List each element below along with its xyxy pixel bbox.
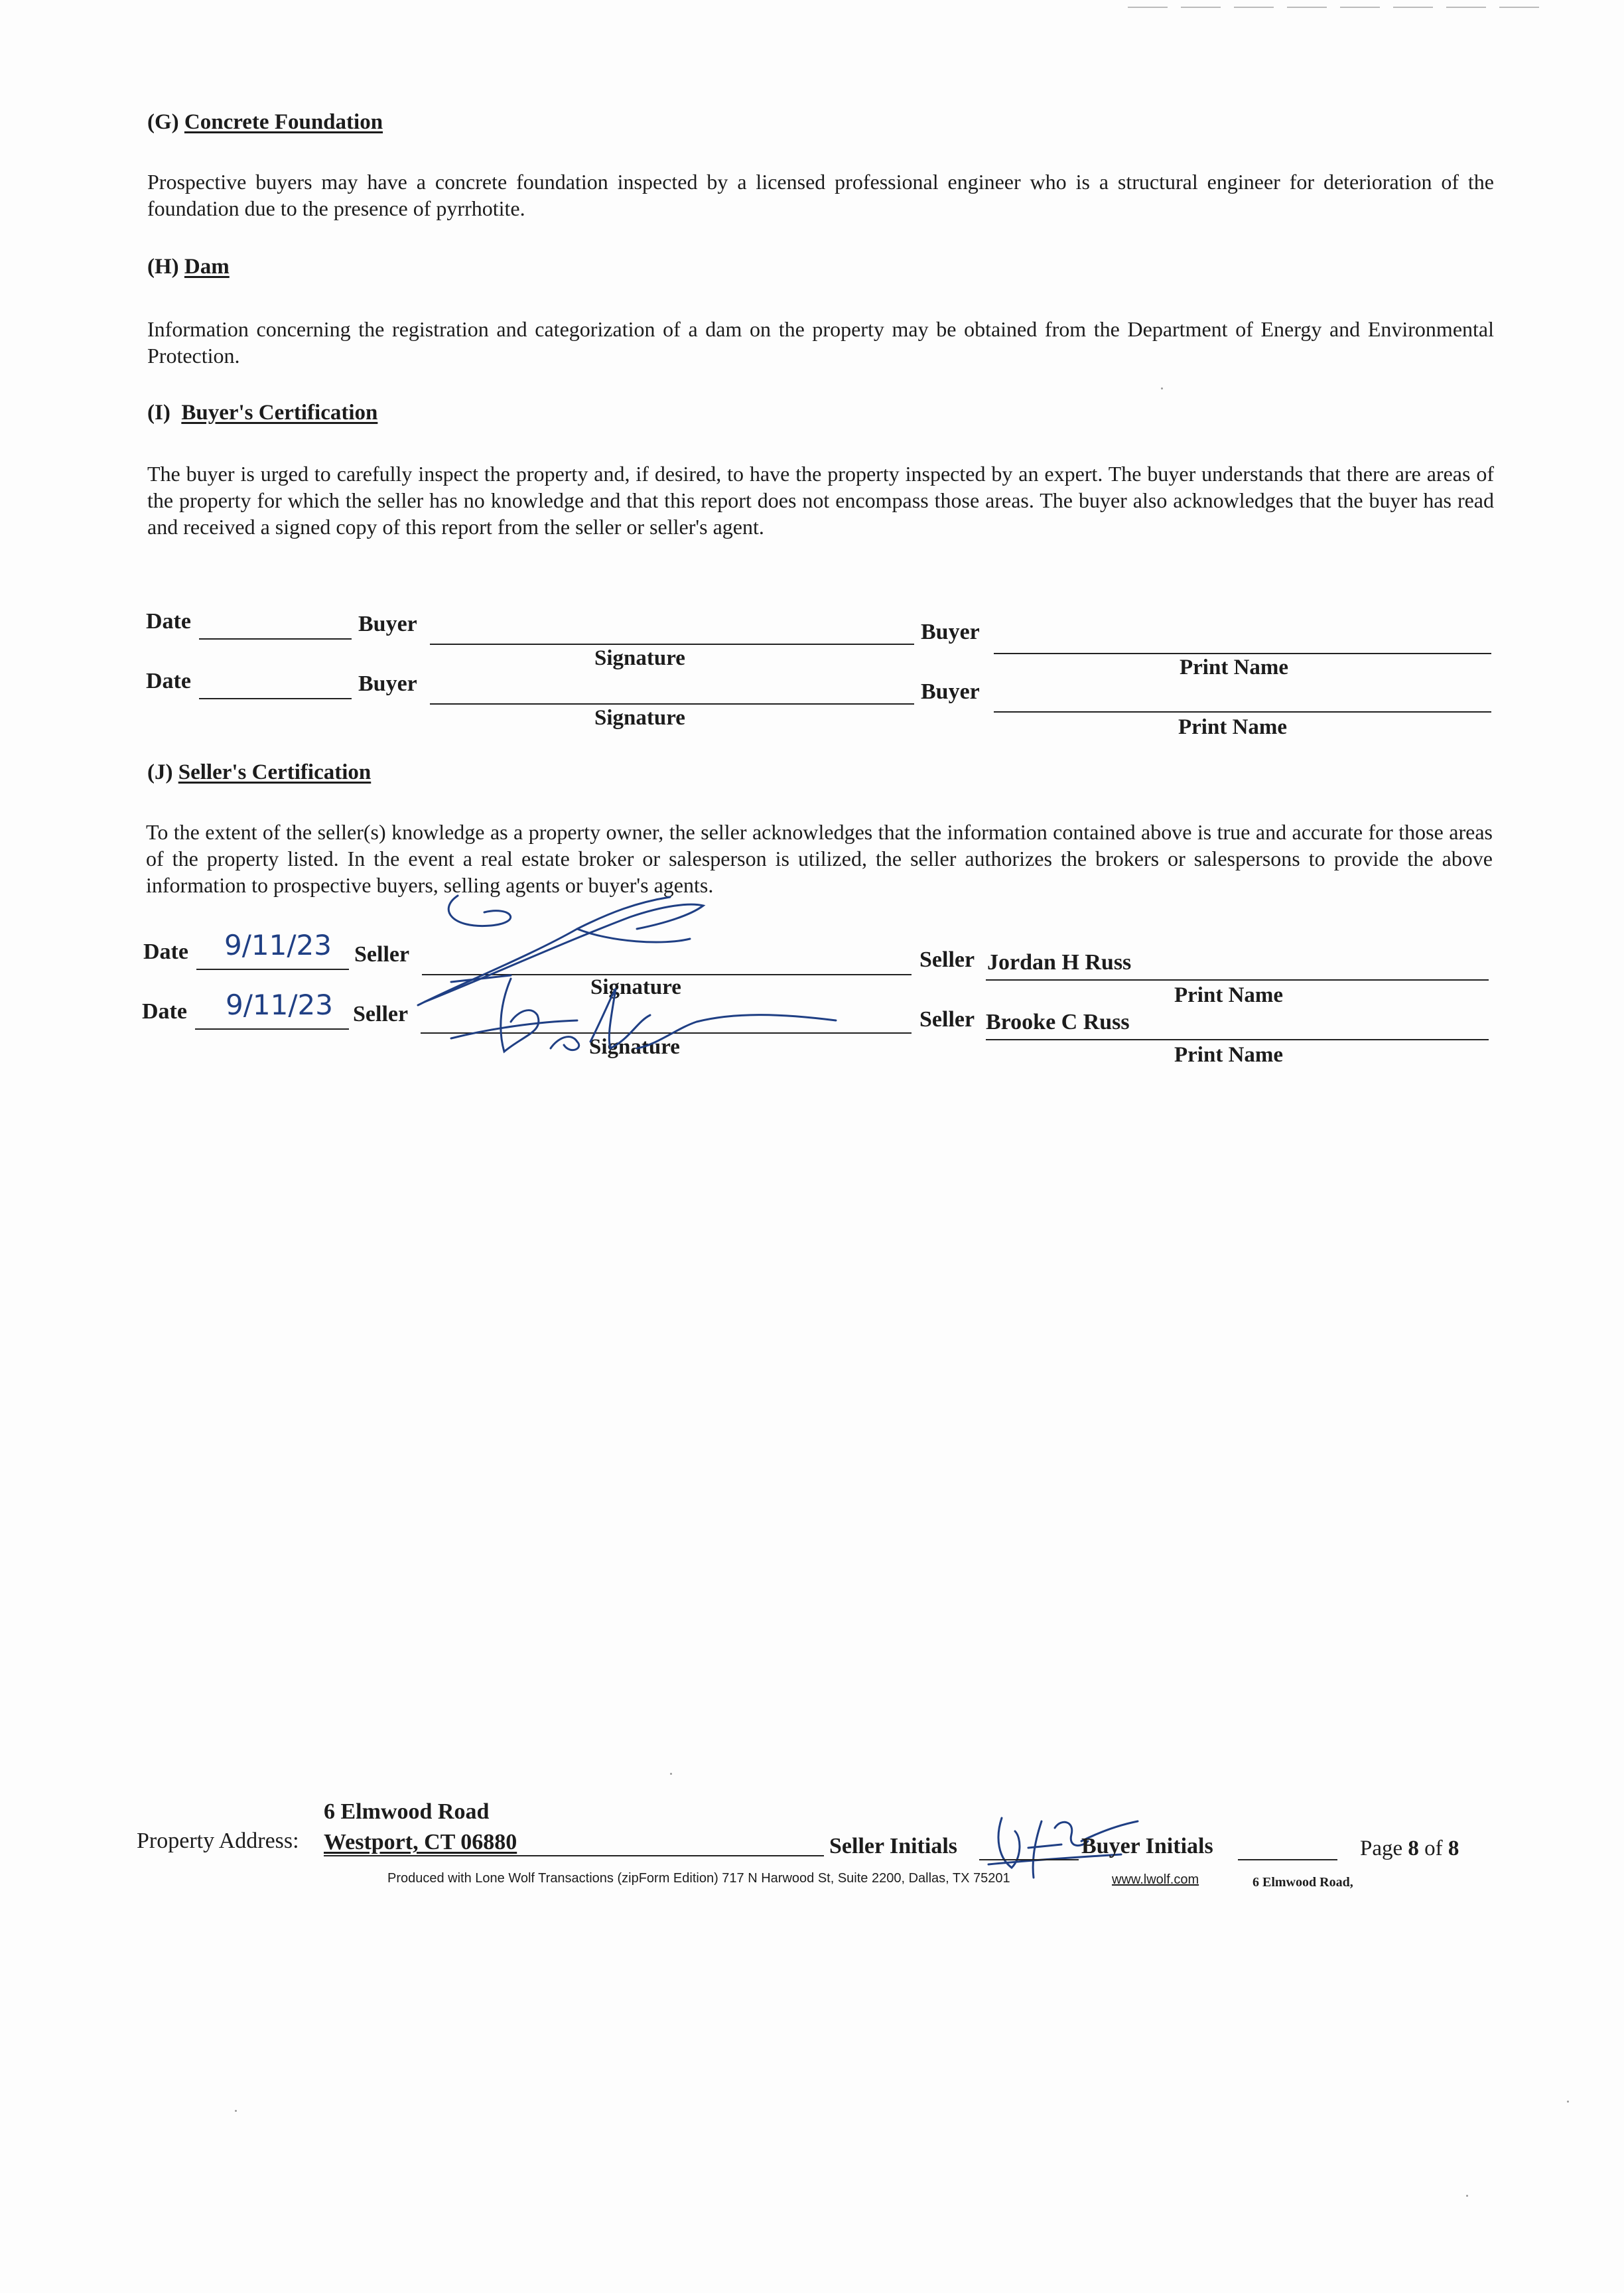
scan-speck — [670, 1773, 672, 1775]
buyer-row-1-print-label: Print Name — [1180, 656, 1289, 679]
scan-speck — [235, 2110, 237, 2112]
section-h-letter: (H) — [147, 255, 179, 279]
section-h-title: Dam — [184, 255, 230, 279]
footer-address-label: Property Address: — [137, 1829, 299, 1853]
buyer-row-1-date-label: Date — [146, 609, 191, 634]
buyer-row-2-print-line[interactable] — [994, 711, 1491, 713]
seller-row-2-signature-label: Signature — [589, 1035, 680, 1059]
section-g-text: Prospective buyers may have a concrete foundation inspected by a licensed professional engineer who is a structural engineer for deterioration of the foundation due to the presence of pyrrhotite. — [147, 170, 1494, 220]
buyer-row-1-signature-line[interactable] — [430, 644, 914, 645]
seller-row-2-date-line[interactable] — [195, 1028, 349, 1030]
seller-2-signature-icon — [438, 975, 862, 1062]
seller-row-1-print-line[interactable] — [986, 979, 1489, 981]
seller-row-2-date-value: 9/11/23 — [226, 989, 333, 1021]
scan-speck — [1161, 387, 1163, 389]
footer-page-num: 8 — [1408, 1837, 1419, 1860]
footer-seller-initials-line[interactable] — [979, 1859, 1079, 1860]
seller-row-2-print-line[interactable] — [986, 1039, 1489, 1040]
footer-seller-initials-label: Seller Initials — [829, 1834, 957, 1858]
footer-buyer-initials-label: Buyer Initials — [1081, 1834, 1213, 1858]
buyer-row-2-signature-line[interactable] — [430, 703, 914, 705]
scan-speck — [1567, 2101, 1569, 2103]
buyer-row-2-buyer2-label: Buyer — [921, 679, 980, 704]
section-g-heading — [147, 110, 383, 135]
buyer-row-2-date-label: Date — [146, 669, 191, 693]
footer-page-prefix: Page — [1360, 1837, 1403, 1860]
footer-buyer-initials-line[interactable] — [1238, 1859, 1337, 1860]
footer-address-line2: Westport, CT 06880 — [324, 1830, 517, 1854]
footer-page-of: of — [1424, 1837, 1443, 1860]
seller-row-2-print-label: Print Name — [1174, 1043, 1284, 1067]
buyer-row-1-date-line[interactable] — [199, 638, 352, 640]
section-j-title: Seller's Certification — [178, 760, 372, 784]
footer-address-line1: 6 Elmwood Road — [324, 1799, 490, 1824]
section-g-letter: (G) — [147, 110, 179, 134]
seller-row-2-print-value: Brooke C Russ — [986, 1010, 1130, 1034]
buyer-row-2-print-label: Print Name — [1178, 715, 1288, 739]
seller-row-2-seller2-label: Seller — [919, 1007, 975, 1032]
footer-page-number — [1360, 1837, 1459, 1861]
seller-row-1-seller2-label: Seller — [919, 947, 975, 972]
footer-doc-name: 6 Elmwood Road, — [1252, 1875, 1353, 1890]
footer-produced: Produced with Lone Wolf Transactions (zipForm Edition) 717 N Harwood St, Suite 2200, Dallas, TX 75201 — [387, 1871, 1010, 1886]
section-j-text: To the extent of the seller(s) knowledge as a property owner, the seller acknowledges that the information contained above is true and accurate for those areas of the property listed. In the event a real estate broker or salesperson is utilized, the seller authorizes the brokers or salespersons to provide the above information to prospective buyers, selling agents or buyer's agents. — [146, 820, 1493, 897]
seller-row-1-date-value: 9/11/23 — [224, 929, 332, 961]
footer-page-total: 8 — [1448, 1837, 1459, 1860]
section-j-letter: (J) — [147, 760, 173, 784]
buyer-row-2-buyer-label: Buyer — [358, 671, 417, 696]
buyer-row-1-buyer-label: Buyer — [358, 612, 417, 636]
buyer-row-1-print-line[interactable] — [994, 653, 1491, 654]
section-g-title: Concrete Foundation — [184, 110, 383, 134]
section-i-heading — [147, 401, 377, 425]
seller-row-2-seller-label: Seller — [353, 1002, 409, 1026]
seller-row-1-date-label: Date — [143, 939, 188, 964]
seller-row-1-print-label: Print Name — [1174, 983, 1284, 1007]
section-i-title: Buyer's Certification — [181, 401, 378, 425]
footer-url-link[interactable]: www.lwolf.com — [1112, 1872, 1199, 1887]
section-i-text: The buyer is urged to carefully inspect the property and, if desired, to have the property inspected by an expert. The buyer understands that there are areas of the property for which the seller has no knowledge and that this report does not encompass those areas. The buyer also acknowledges that the buyer has read and received a signed copy of this report from the seller or seller's agent. — [147, 462, 1494, 539]
section-i-letter: (I) — [147, 401, 170, 425]
footer-address-line — [324, 1855, 824, 1856]
section-j-heading — [147, 760, 371, 785]
seller-row-1-signature-label: Signature — [590, 975, 681, 999]
scan-mark — [1128, 7, 1552, 8]
buyer-row-2-signature-label: Signature — [594, 706, 685, 730]
buyer-row-2-date-line[interactable] — [199, 698, 352, 699]
seller-row-1-print-value: Jordan H Russ — [987, 950, 1132, 975]
buyer-row-1-buyer2-label: Buyer — [921, 620, 980, 644]
seller-row-1-seller-label: Seller — [354, 942, 410, 967]
seller-row-1-date-line[interactable] — [196, 969, 349, 970]
seller-row-2-date-label: Date — [142, 999, 187, 1024]
buyer-row-1-signature-label: Signature — [594, 646, 685, 670]
section-h-text: Information concerning the registration and categorization of a dam on the property may be obtained from the Department of Energy and Environmental Protection. — [147, 317, 1494, 368]
section-h-heading — [147, 255, 230, 279]
scan-speck — [1466, 2195, 1468, 2197]
